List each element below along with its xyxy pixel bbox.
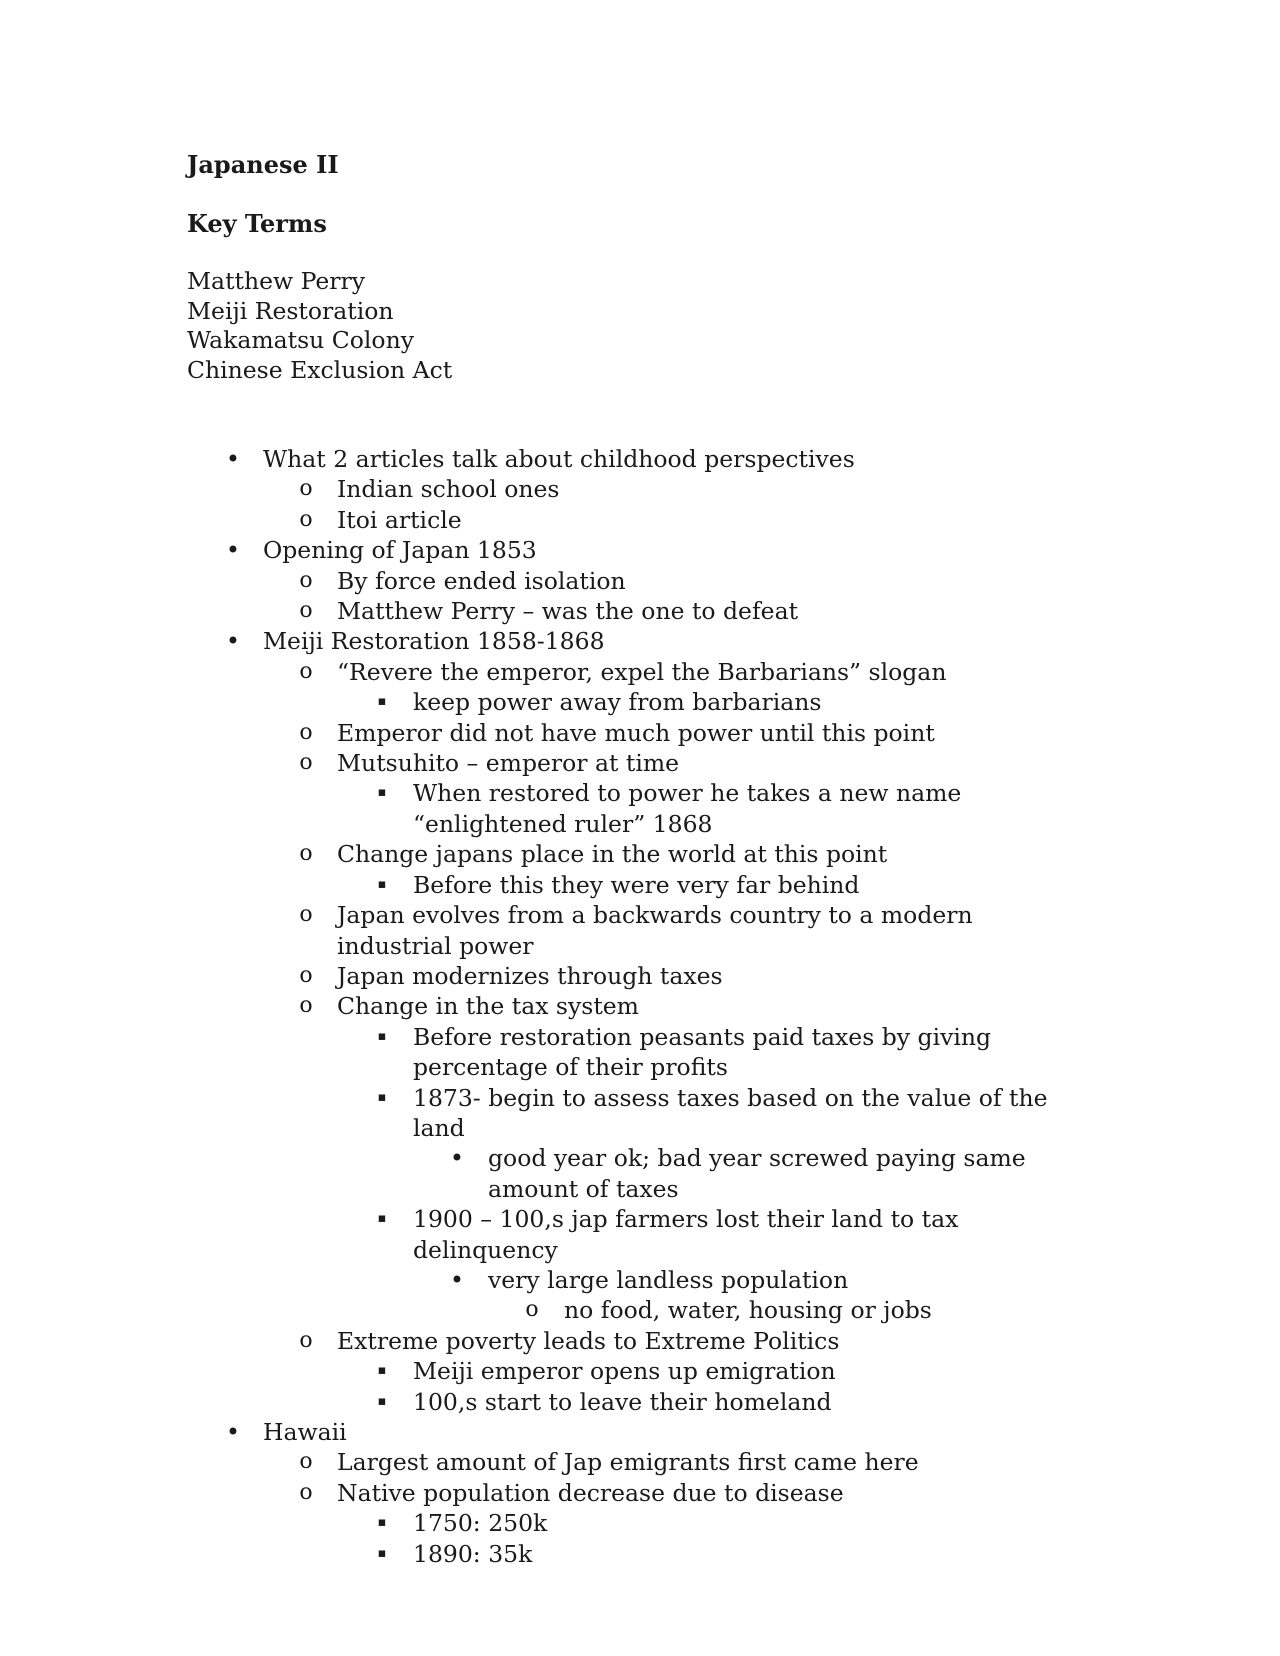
circle-bullet-icon: o [299, 993, 313, 1019]
square-bullet-icon: ▪ [377, 785, 387, 801]
outline-item: ▪ 1890: 35k [187, 1539, 1087, 1569]
key-term: Chinese Exclusion Act [187, 355, 453, 384]
circle-bullet-icon: o [299, 962, 313, 988]
circle-bullet-icon: o [525, 1297, 539, 1323]
circle-bullet-icon: o [299, 476, 313, 502]
outline-item: ▪ Before restoration peasants paid taxes by giving percentage of their profits [187, 1022, 1087, 1083]
circle-bullet-icon: o [299, 567, 313, 593]
square-bullet-icon: ▪ [377, 1393, 387, 1409]
bullet-icon: • [225, 536, 241, 565]
circle-bullet-icon: o [299, 598, 313, 624]
bullet-icon: • [225, 445, 241, 473]
outline-item: ▪ 1750: 250k [187, 1508, 1087, 1538]
outline-item: o no food, water, housing or jobs [187, 1295, 1087, 1325]
outline-item: ▪ keep power away from barbarians [187, 687, 1087, 717]
outline-item: o Indian school ones [187, 474, 1087, 504]
key-terms-list [187, 267, 452, 385]
outline-item: o Japan evolves from a backwards country to a modern industrial power [187, 900, 1087, 961]
outline-item: o “Revere the emperor, expel the Barbarians” slogan [187, 657, 1087, 687]
document-title: Japanese II [187, 150, 339, 179]
outline-item: • very large landless population [187, 1265, 1087, 1295]
square-bullet-icon: ▪ [377, 1515, 387, 1531]
key-terms-heading: Key Terms [187, 209, 327, 238]
bullet-icon: • [449, 1265, 465, 1294]
square-bullet-icon: ▪ [377, 1089, 387, 1105]
key-term: Matthew Perry [187, 267, 365, 295]
outline-item: • Hawaii [187, 1417, 1087, 1447]
key-term: Meiji Restoration [187, 296, 394, 325]
outline-item: • Opening of Japan 1853 [187, 535, 1087, 565]
notes-outline [187, 444, 1087, 1569]
square-bullet-icon: ▪ [377, 1028, 387, 1044]
outline-item: ▪ Meiji emperor opens up emigration [187, 1356, 1087, 1386]
square-bullet-icon: ▪ [377, 1211, 387, 1227]
circle-bullet-icon: o [299, 841, 313, 867]
circle-bullet-icon: o [299, 506, 313, 532]
square-bullet-icon: ▪ [377, 876, 387, 892]
circle-bullet-icon: o [299, 750, 313, 776]
outline-item: o Native population decrease due to disease [187, 1478, 1087, 1508]
circle-bullet-icon: o [299, 1449, 313, 1475]
outline-item: o Largest amount of Jap emigrants first came here [187, 1447, 1087, 1477]
outline-item: ▪ Before this they were very far behind [187, 870, 1087, 900]
circle-bullet-icon: o [299, 658, 313, 684]
outline-item: o By force ended isolation [187, 566, 1087, 596]
outline-item: ▪ When restored to power he takes a new name “enlightened ruler” 1868 [187, 778, 1087, 839]
key-term: Wakamatsu Colony [187, 326, 414, 354]
circle-bullet-icon: o [299, 1479, 313, 1505]
bullet-icon: • [225, 1418, 241, 1446]
circle-bullet-icon: o [299, 719, 313, 745]
outline-item: o Mutsuhito – emperor at time [187, 748, 1087, 778]
circle-bullet-icon: o [299, 902, 313, 928]
outline-item: o Matthew Perry – was the one to defeat [187, 596, 1087, 626]
outline-item: ▪ 100,s start to leave their homeland [187, 1387, 1087, 1417]
outline-item: • good year ok; bad year screwed paying same amount of taxes [187, 1143, 1087, 1204]
circle-bullet-icon: o [299, 1327, 313, 1353]
square-bullet-icon: ▪ [377, 1363, 387, 1379]
outline-item: o Extreme poverty leads to Extreme Politics [187, 1326, 1087, 1356]
square-bullet-icon: ▪ [377, 1545, 387, 1561]
outline-item: o Change japans place in the world at this point [187, 839, 1087, 869]
outline-item: • What 2 articles talk about childhood perspectives [187, 444, 1087, 474]
outline-item: o Emperor did not have much power until this point [187, 718, 1087, 748]
bullet-icon: • [449, 1144, 465, 1173]
outline-item: ▪ 1900 – 100,s jap farmers lost their land to tax delinquency [187, 1204, 1087, 1265]
outline-item: o Itoi article [187, 505, 1087, 535]
outline-item: o Change in the tax system [187, 991, 1087, 1021]
square-bullet-icon: ▪ [377, 694, 387, 710]
bullet-icon: • [225, 627, 241, 656]
outline-item: o Japan modernizes through taxes [187, 961, 1087, 991]
outline-item: ▪ 1873- begin to assess taxes based on the value of the land [187, 1083, 1087, 1144]
outline-item: • Meiji Restoration 1858-1868 [187, 626, 1087, 656]
